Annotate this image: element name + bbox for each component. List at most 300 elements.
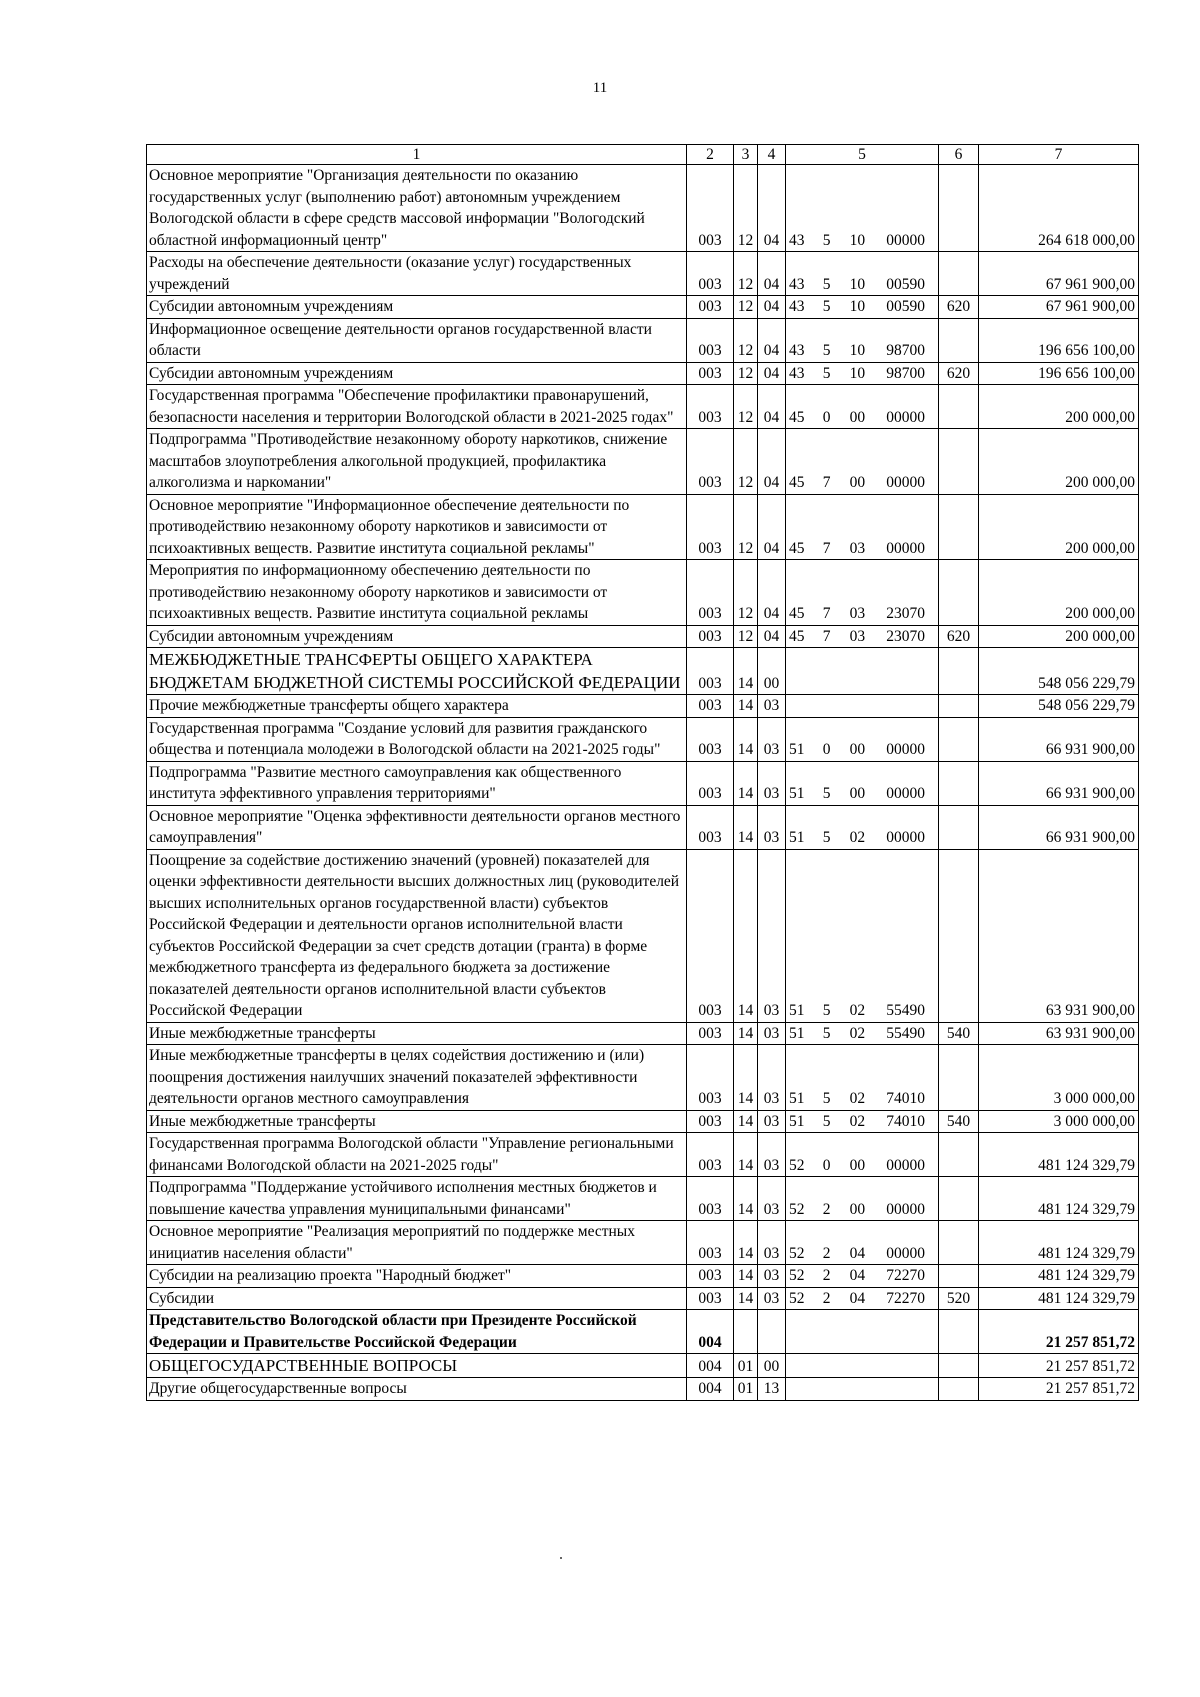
code-part: 2 bbox=[822, 1244, 831, 1262]
expense-type-code bbox=[939, 1177, 979, 1221]
code-part: 5 bbox=[822, 298, 831, 315]
table-row bbox=[147, 1133, 1139, 1177]
code-part: 43 bbox=[789, 298, 805, 315]
expense-type-code bbox=[939, 648, 979, 695]
code-part: 00000 bbox=[886, 474, 925, 491]
target-article-parts bbox=[789, 739, 935, 761]
target-article-code bbox=[786, 362, 939, 385]
section-code: 14 bbox=[734, 1133, 758, 1177]
ministry-code: 003 bbox=[687, 648, 734, 695]
target-article-parts bbox=[789, 1155, 935, 1177]
amount: 66 931 900,00 bbox=[979, 761, 1139, 805]
section-code: 12 bbox=[734, 362, 758, 385]
section-code: 12 bbox=[734, 560, 758, 626]
code-part: 5 bbox=[822, 1024, 831, 1042]
ministry-code: 003 bbox=[687, 761, 734, 805]
code-part: 45 bbox=[789, 408, 805, 426]
subsection-code: 03 bbox=[758, 717, 786, 761]
code-part: 43 bbox=[789, 231, 805, 249]
target-article-parts bbox=[789, 1199, 935, 1221]
code-part: 10 bbox=[849, 342, 866, 359]
row-name: Субсидии автономным учреждениям bbox=[147, 625, 687, 648]
code-part: 00000 bbox=[886, 785, 925, 802]
table-row bbox=[147, 625, 1139, 648]
code-part: 55490 bbox=[886, 1002, 925, 1019]
table-row bbox=[147, 165, 1139, 252]
code-part: 5 bbox=[822, 364, 831, 382]
expense-type-code bbox=[939, 560, 979, 626]
table-row bbox=[147, 1045, 1139, 1111]
ministry-code: 003 bbox=[687, 695, 734, 718]
subsection-code: 03 bbox=[758, 761, 786, 805]
ministry-code: 003 bbox=[687, 1221, 734, 1265]
code-part: 7 bbox=[822, 627, 831, 645]
code-part: 10 bbox=[849, 275, 866, 293]
table-row bbox=[147, 1022, 1139, 1045]
section-code: 14 bbox=[734, 1110, 758, 1133]
budget-table bbox=[146, 144, 1139, 1401]
ministry-code: 003 bbox=[687, 385, 734, 429]
target-article-code bbox=[786, 318, 939, 362]
code-part: 02 bbox=[849, 829, 866, 846]
ministry-code: 003 bbox=[687, 1045, 734, 1111]
ministry-code: 003 bbox=[687, 849, 734, 1022]
target-article-code bbox=[786, 695, 939, 718]
code-part: 00000 bbox=[886, 231, 925, 249]
code-part: 00000 bbox=[886, 1200, 925, 1218]
row-name: Представительство Вологодской области при Президенте Российской Федерации и Правительстве Российской Федерации bbox=[147, 1310, 687, 1354]
row-name: Иные межбюджетные трансферты bbox=[147, 1110, 687, 1133]
row-name: Информационное освещение деятельности органов государственной власти области bbox=[147, 318, 687, 362]
code-part: 51 bbox=[789, 829, 805, 846]
target-article-code bbox=[786, 849, 939, 1022]
expense-type-code bbox=[939, 429, 979, 495]
section-code: 14 bbox=[734, 1045, 758, 1111]
row-name: Основное мероприятие "Оценка эффективности деятельности органов местного самоуправления" bbox=[147, 805, 687, 849]
expense-type-code: 620 bbox=[939, 296, 979, 319]
target-article-code bbox=[786, 385, 939, 429]
target-article-parts bbox=[789, 296, 935, 318]
subsection-code: 03 bbox=[758, 1045, 786, 1111]
target-article-parts bbox=[789, 230, 935, 252]
code-part: 51 bbox=[789, 785, 805, 802]
code-part: 51 bbox=[789, 1002, 805, 1019]
subsection-code: 04 bbox=[758, 165, 786, 252]
target-article-code bbox=[786, 1045, 939, 1111]
row-name: Субсидии bbox=[147, 1287, 687, 1310]
row-name: Иные межбюджетные трансферты bbox=[147, 1022, 687, 1045]
code-part: 45 bbox=[789, 474, 805, 491]
row-name: Основное мероприятие "Информационное обеспечение деятельности по противодействию незаконному обороту наркотиков и зависимости от психоактивных веществ. Развитие института социальной рекламы" bbox=[147, 494, 687, 560]
code-part: 98700 bbox=[886, 364, 925, 382]
ministry-code: 003 bbox=[687, 252, 734, 296]
row-name: Основное мероприятие "Организация деятельности по оказанию государственных услуг (выполнению работ) автономным учреждением Вологодской области в сфере средств массовой информации "Вологодский областной информационный центр" bbox=[147, 165, 687, 252]
subsection-code: 03 bbox=[758, 805, 786, 849]
section-code: 14 bbox=[734, 695, 758, 718]
amount: 21 257 851,72 bbox=[979, 1354, 1139, 1378]
target-article-parts bbox=[789, 1243, 935, 1265]
target-article-code bbox=[786, 1022, 939, 1045]
expense-type-code bbox=[939, 717, 979, 761]
table-row bbox=[147, 695, 1139, 718]
code-part: 03 bbox=[849, 627, 866, 645]
code-part: 00000 bbox=[886, 829, 925, 846]
code-part: 52 bbox=[789, 1289, 805, 1307]
target-article-code bbox=[786, 1221, 939, 1265]
code-part: 00 bbox=[849, 785, 866, 802]
code-part: 74010 bbox=[886, 1090, 925, 1107]
table-row bbox=[147, 805, 1139, 849]
row-name: Субсидии на реализацию проекта "Народный бюджет" bbox=[147, 1265, 687, 1288]
section-code: 14 bbox=[734, 805, 758, 849]
code-part: 00 bbox=[849, 1200, 866, 1218]
code-part: 00000 bbox=[886, 408, 925, 426]
ministry-code: 003 bbox=[687, 717, 734, 761]
target-article-code bbox=[786, 805, 939, 849]
code-part: 5 bbox=[822, 785, 831, 802]
table-row bbox=[147, 648, 1139, 695]
target-article-parts bbox=[789, 783, 935, 805]
ministry-code: 003 bbox=[687, 625, 734, 648]
code-part: 04 bbox=[849, 1244, 866, 1262]
amount: 3 000 000,00 bbox=[979, 1110, 1139, 1133]
subsection-code: 04 bbox=[758, 296, 786, 319]
code-part: 45 bbox=[789, 539, 805, 557]
header-cell: 1 bbox=[147, 145, 687, 165]
code-part: 23070 bbox=[886, 605, 925, 622]
target-article-code bbox=[786, 494, 939, 560]
table-row bbox=[147, 1221, 1139, 1265]
target-article-code bbox=[786, 1177, 939, 1221]
amount: 481 124 329,79 bbox=[979, 1265, 1139, 1288]
table-row bbox=[147, 1287, 1139, 1310]
header-cell: 5 bbox=[786, 145, 939, 165]
expense-type-code bbox=[939, 1378, 979, 1401]
header-cell: 2 bbox=[687, 145, 734, 165]
target-article-parts bbox=[789, 1265, 935, 1287]
expense-type-code bbox=[939, 1221, 979, 1265]
subsection-code: 04 bbox=[758, 385, 786, 429]
section-code: 12 bbox=[734, 165, 758, 252]
code-part: 55490 bbox=[886, 1024, 925, 1042]
code-part: 43 bbox=[789, 342, 805, 359]
code-part: 03 bbox=[849, 539, 866, 557]
code-part: 5 bbox=[822, 1112, 831, 1130]
ministry-code: 003 bbox=[687, 1177, 734, 1221]
code-part: 04 bbox=[849, 1289, 866, 1307]
code-part: 5 bbox=[822, 231, 831, 249]
subsection-code: 03 bbox=[758, 1022, 786, 1045]
section-code bbox=[734, 1310, 758, 1354]
code-part: 00 bbox=[849, 408, 866, 426]
subsection-code: 04 bbox=[758, 429, 786, 495]
expense-type-code bbox=[939, 695, 979, 718]
code-part: 45 bbox=[789, 627, 805, 645]
code-part: 52 bbox=[789, 1156, 805, 1174]
code-part: 00 bbox=[849, 741, 866, 758]
row-name: Поощрение за содействие достижению значений (уровней) показателей для оценки эффективности деятельности высших должностных лиц (руководителей высших исполнительных органов государственной власти) субъектов Российской Федерации и деятельности органов исполнительной власти субъектов Российской Федерации за счет средств дотации (гранта) в форме межбюджетного трансферта из федерального бюджета за достижение показателей деятельности органов исполнительной власти субъектов Российской Федерации bbox=[147, 849, 687, 1022]
expense-type-code bbox=[939, 1265, 979, 1288]
ministry-code: 003 bbox=[687, 1265, 734, 1288]
header-cell: 3 bbox=[734, 145, 758, 165]
expense-type-code bbox=[939, 165, 979, 252]
amount: 481 124 329,79 bbox=[979, 1177, 1139, 1221]
target-article-code bbox=[786, 648, 939, 695]
target-article-code bbox=[786, 252, 939, 296]
header-cell: 4 bbox=[758, 145, 786, 165]
row-name: Мероприятия по информационному обеспечению деятельности по противодействию незаконному обороту наркотиков и зависимости от психоактивных веществ. Развитие института социальной рекламы bbox=[147, 560, 687, 626]
ministry-code: 003 bbox=[687, 429, 734, 495]
table-row bbox=[147, 252, 1139, 296]
section-code: 14 bbox=[734, 648, 758, 695]
target-article-parts bbox=[789, 1023, 935, 1045]
expense-type-code: 620 bbox=[939, 362, 979, 385]
amount: 196 656 100,00 bbox=[979, 318, 1139, 362]
table-row bbox=[147, 1310, 1139, 1354]
section-code: 12 bbox=[734, 494, 758, 560]
code-part: 7 bbox=[822, 539, 831, 557]
amount: 481 124 329,79 bbox=[979, 1287, 1139, 1310]
code-part: 5 bbox=[822, 275, 831, 293]
code-part: 0 bbox=[822, 1156, 831, 1174]
target-article-parts bbox=[789, 407, 935, 429]
code-part: 51 bbox=[789, 741, 805, 758]
amount: 200 000,00 bbox=[979, 560, 1139, 626]
target-article-parts bbox=[789, 626, 935, 648]
table-row bbox=[147, 1265, 1139, 1288]
code-part: 00000 bbox=[886, 539, 925, 557]
row-name: Субсидии автономным учреждениям bbox=[147, 362, 687, 385]
code-part: 52 bbox=[789, 1244, 805, 1262]
row-name: Другие общегосударственные вопросы bbox=[147, 1378, 687, 1401]
subsection-code: 13 bbox=[758, 1378, 786, 1401]
code-part: 43 bbox=[789, 364, 805, 382]
amount: 63 931 900,00 bbox=[979, 849, 1139, 1022]
code-part: 02 bbox=[849, 1090, 866, 1107]
code-part: 23070 bbox=[886, 627, 925, 645]
ministry-code: 004 bbox=[687, 1310, 734, 1354]
expense-type-code bbox=[939, 1354, 979, 1378]
section-code: 01 bbox=[734, 1378, 758, 1401]
section-code: 14 bbox=[734, 1265, 758, 1288]
target-article-parts bbox=[789, 827, 935, 849]
header-row bbox=[147, 145, 1139, 165]
ministry-code: 003 bbox=[687, 296, 734, 319]
section-code: 14 bbox=[734, 1022, 758, 1045]
amount: 200 000,00 bbox=[979, 385, 1139, 429]
code-part: 7 bbox=[822, 474, 831, 491]
table-row bbox=[147, 1177, 1139, 1221]
row-name: Подпрограмма "Развитие местного самоуправления как общественного института эффективного управления территориями" bbox=[147, 761, 687, 805]
code-part: 43 bbox=[789, 275, 805, 293]
target-article-code bbox=[786, 1265, 939, 1288]
subsection-code: 04 bbox=[758, 560, 786, 626]
target-article-code bbox=[786, 1110, 939, 1133]
amount: 481 124 329,79 bbox=[979, 1221, 1139, 1265]
expense-type-code: 540 bbox=[939, 1110, 979, 1133]
target-article-parts bbox=[789, 1288, 935, 1310]
subsection-code: 04 bbox=[758, 318, 786, 362]
target-article-code bbox=[786, 296, 939, 319]
amount: 67 961 900,00 bbox=[979, 252, 1139, 296]
expense-type-code: 540 bbox=[939, 1022, 979, 1045]
code-part: 5 bbox=[822, 1002, 831, 1019]
table-row bbox=[147, 560, 1139, 626]
amount: 548 056 229,79 bbox=[979, 695, 1139, 718]
table-row bbox=[147, 296, 1139, 319]
subsection-code: 04 bbox=[758, 494, 786, 560]
target-article-parts bbox=[789, 1000, 935, 1022]
target-article-code bbox=[786, 625, 939, 648]
code-part: 00000 bbox=[886, 1244, 925, 1262]
code-part: 00590 bbox=[886, 298, 925, 315]
ministry-code: 003 bbox=[687, 1110, 734, 1133]
target-article-code bbox=[786, 1287, 939, 1310]
code-part: 0 bbox=[822, 741, 831, 758]
expense-type-code bbox=[939, 1133, 979, 1177]
code-part: 5 bbox=[822, 342, 831, 359]
row-name: Подпрограмма "Поддержание устойчивого исполнения местных бюджетов и повышение качества управления муниципальными финансами" bbox=[147, 1177, 687, 1221]
expense-type-code bbox=[939, 849, 979, 1022]
section-code: 14 bbox=[734, 761, 758, 805]
ministry-code: 003 bbox=[687, 1133, 734, 1177]
expense-type-code bbox=[939, 761, 979, 805]
amount: 200 000,00 bbox=[979, 625, 1139, 648]
subsection-code: 03 bbox=[758, 1133, 786, 1177]
subsection-code: 03 bbox=[758, 1221, 786, 1265]
code-part: 2 bbox=[822, 1200, 831, 1218]
code-part: 51 bbox=[789, 1112, 805, 1130]
amount: 21 257 851,72 bbox=[979, 1310, 1139, 1354]
header-cell: 6 bbox=[939, 145, 979, 165]
code-part: 52 bbox=[789, 1200, 805, 1218]
header-cell: 7 bbox=[979, 145, 1139, 165]
target-article-parts bbox=[789, 363, 935, 385]
subsection-code: 04 bbox=[758, 252, 786, 296]
target-article-parts bbox=[789, 472, 935, 494]
section-code: 14 bbox=[734, 1287, 758, 1310]
expense-type-code bbox=[939, 1310, 979, 1354]
target-article-parts bbox=[789, 340, 935, 362]
section-code: 14 bbox=[734, 1221, 758, 1265]
expense-type-code bbox=[939, 318, 979, 362]
subsection-code: 04 bbox=[758, 362, 786, 385]
target-article-code bbox=[786, 1378, 939, 1401]
subsection-code: 03 bbox=[758, 695, 786, 718]
target-article-parts bbox=[789, 1111, 935, 1133]
code-part: 10 bbox=[849, 231, 866, 249]
expense-type-code bbox=[939, 1045, 979, 1111]
expense-type-code bbox=[939, 494, 979, 560]
ministry-code: 003 bbox=[687, 494, 734, 560]
target-article-code bbox=[786, 1354, 939, 1378]
row-name: Основное мероприятие "Реализация мероприятий по поддержке местных инициатив населения области" bbox=[147, 1221, 687, 1265]
subsection-code bbox=[758, 1310, 786, 1354]
section-code: 12 bbox=[734, 429, 758, 495]
code-part: 98700 bbox=[886, 342, 925, 359]
target-article-parts bbox=[789, 538, 935, 560]
expense-type-code bbox=[939, 385, 979, 429]
code-part: 0 bbox=[822, 408, 831, 426]
ministry-code: 003 bbox=[687, 362, 734, 385]
table-row bbox=[147, 1110, 1139, 1133]
scan-speck bbox=[560, 1557, 562, 1559]
target-article-code bbox=[786, 717, 939, 761]
subsection-code: 03 bbox=[758, 1177, 786, 1221]
amount: 21 257 851,72 bbox=[979, 1378, 1139, 1401]
target-article-code bbox=[786, 1133, 939, 1177]
amount: 66 931 900,00 bbox=[979, 717, 1139, 761]
code-part: 51 bbox=[789, 1090, 805, 1107]
ministry-code: 003 bbox=[687, 1287, 734, 1310]
row-name: Подпрограмма "Противодействие незаконному обороту наркотиков, снижение масштабов злоупотребления алкогольной продукцией, профилактика алкоголизма и наркомании" bbox=[147, 429, 687, 495]
code-part: 7 bbox=[822, 605, 831, 622]
code-part: 45 bbox=[789, 605, 805, 622]
expense-type-code: 520 bbox=[939, 1287, 979, 1310]
amount: 63 931 900,00 bbox=[979, 1022, 1139, 1045]
table-row bbox=[147, 385, 1139, 429]
amount: 481 124 329,79 bbox=[979, 1133, 1139, 1177]
code-part: 00 bbox=[849, 474, 866, 491]
section-code: 14 bbox=[734, 1177, 758, 1221]
expense-type-code bbox=[939, 252, 979, 296]
code-part: 72270 bbox=[886, 1289, 925, 1307]
subsection-code: 03 bbox=[758, 1287, 786, 1310]
code-part: 52 bbox=[789, 1267, 805, 1284]
row-name: Государственная программа "Создание условий для развития гражданского общества и потенциала молодежи в Вологодской области на 2021-2025 годы" bbox=[147, 717, 687, 761]
subsection-code: 03 bbox=[758, 1265, 786, 1288]
section-code: 01 bbox=[734, 1354, 758, 1378]
target-article-parts bbox=[789, 274, 935, 296]
code-part: 5 bbox=[822, 1090, 831, 1107]
table-row bbox=[147, 761, 1139, 805]
target-article-code bbox=[786, 1310, 939, 1354]
code-part: 10 bbox=[849, 364, 866, 382]
code-part: 10 bbox=[849, 298, 866, 315]
target-article-code bbox=[786, 761, 939, 805]
amount: 3 000 000,00 bbox=[979, 1045, 1139, 1111]
table-row bbox=[147, 318, 1139, 362]
code-part: 00590 bbox=[886, 275, 925, 293]
ministry-code: 003 bbox=[687, 165, 734, 252]
target-article-code bbox=[786, 560, 939, 626]
target-article-parts bbox=[789, 1088, 935, 1110]
amount: 196 656 100,00 bbox=[979, 362, 1139, 385]
page-number: 11 bbox=[592, 80, 608, 96]
table-row bbox=[147, 362, 1139, 385]
section-code: 12 bbox=[734, 318, 758, 362]
row-name: МЕЖБЮДЖЕТНЫЕ ТРАНСФЕРТЫ ОБЩЕГО ХАРАКТЕРА БЮДЖЕТАМ БЮДЖЕТНОЙ СИСТЕМЫ РОССИЙСКОЙ ФЕДЕРАЦИИ bbox=[147, 648, 687, 695]
ministry-code: 004 bbox=[687, 1378, 734, 1401]
target-article-code bbox=[786, 429, 939, 495]
ministry-code: 003 bbox=[687, 805, 734, 849]
row-name: Иные межбюджетные трансферты в целях содействия достижению и (или) поощрения достижения наилучших значений показателей эффективности деятельности органов местного самоуправления bbox=[147, 1045, 687, 1111]
target-article-code bbox=[786, 165, 939, 252]
row-name: Субсидии автономным учреждениям bbox=[147, 296, 687, 319]
code-part: 03 bbox=[849, 605, 866, 622]
code-part: 2 bbox=[822, 1289, 831, 1307]
code-part: 5 bbox=[822, 829, 831, 846]
target-article-parts bbox=[789, 603, 935, 625]
section-code: 14 bbox=[734, 717, 758, 761]
code-part: 02 bbox=[849, 1112, 866, 1130]
code-part: 2 bbox=[822, 1267, 831, 1284]
row-name: Государственная программа "Обеспечение профилактики правонарушений, безопасности населения и территории Вологодской области в 2021-2025 годах" bbox=[147, 385, 687, 429]
row-name: Государственная программа Вологодской области "Управление региональными финансами Вологодской области на 2021-2025 годы" bbox=[147, 1133, 687, 1177]
code-part: 04 bbox=[849, 1267, 866, 1284]
ministry-code: 004 bbox=[687, 1354, 734, 1378]
row-name: ОБЩЕГОСУДАРСТВЕННЫЕ ВОПРОСЫ bbox=[147, 1354, 687, 1378]
